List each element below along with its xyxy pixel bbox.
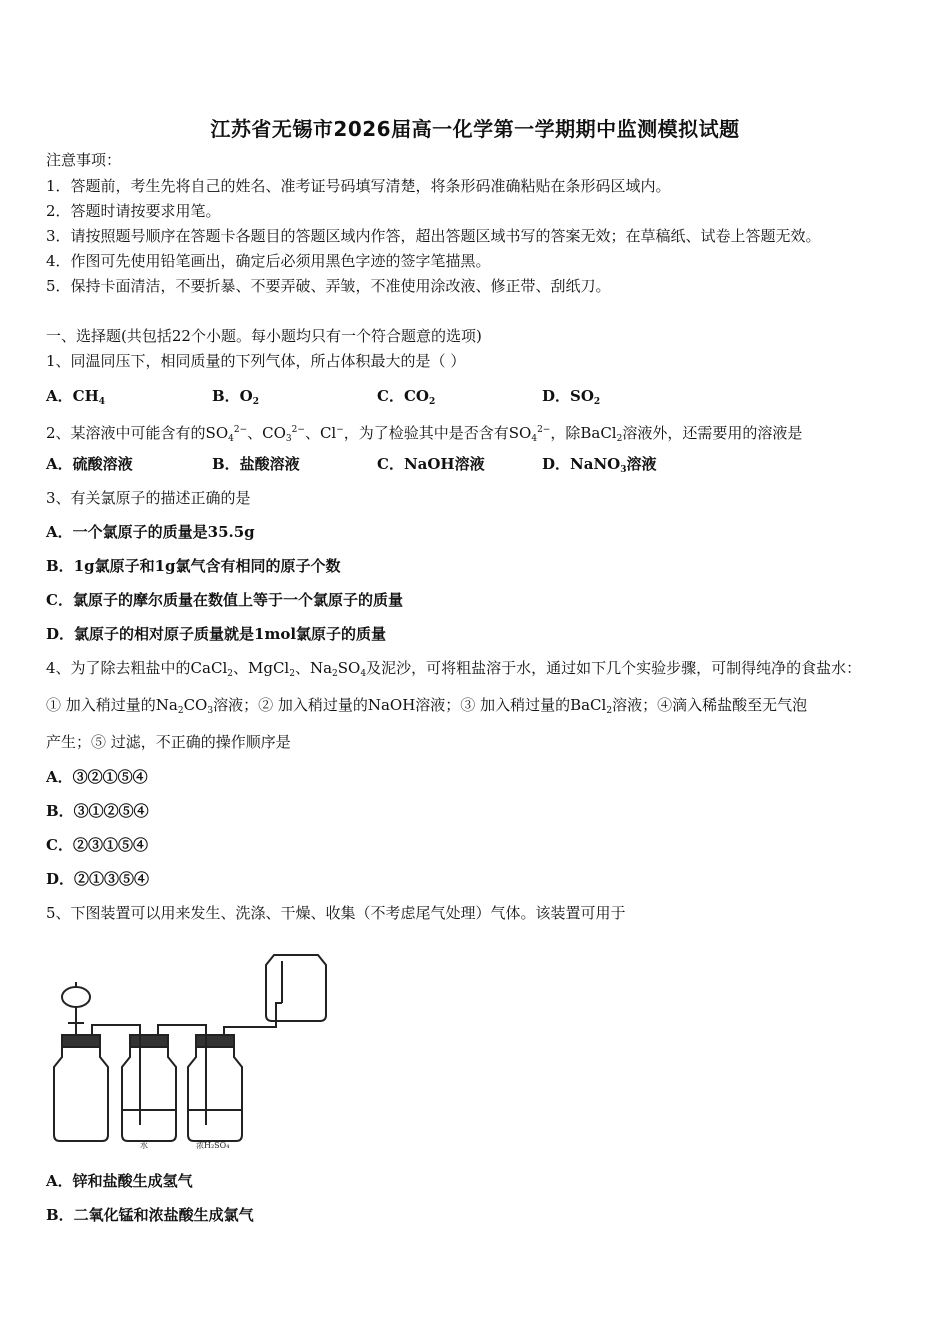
q5-stem: 5、下图装置可以用来发生、洗涤、干燥、收集（不考虑尾气处理）气体。该装置可用于 (46, 904, 626, 922)
tube-3-collector (224, 1003, 282, 1035)
q2-option-c: C．NaOH溶液 (377, 455, 485, 473)
q3-option-d: D．氯原子的相对原子质量就是1mol氯原子的质量 (46, 625, 387, 643)
notice-item-3: 3．请按照题号顺序在答题卡各题目的答题区域内作答，超出答题区域书写的答案无效；在草稿纸、试卷上答题无效。 (46, 227, 821, 245)
q3-stem: 3、有关氯原子的描述正确的是 (46, 489, 251, 507)
bottle-1-stopper (62, 1035, 100, 1047)
exam-title: 江苏省无锡市2026届高一化学第一学期期中监测模拟试题 (210, 117, 740, 141)
drying-bottle (188, 1041, 242, 1141)
notice-item-1: 1．答题前，考生先将自己的姓名、准考证号码填写清楚，将条形码准确粘贴在条形码区域内。 (46, 177, 671, 195)
notice-item-2: 2．答题时请按要求用笔。 (46, 202, 221, 220)
q3-option-a: A．一个氯原子的质量是35.5g (46, 523, 255, 541)
q4-stem-line-2: ① 加入稍过量的$Na_2CO_3$溶液；② 加入稍过量的NaOH溶液；③ 加入稍过量的BaCl$_2$溶液；④滴入稀盐酸至无气泡 (46, 696, 808, 716)
notice-item-5: 5．保持卡面清洁，不要折暴、不要弄破、弄皱，不准使用涂改液、修正带、刮纸刀。 (46, 277, 611, 295)
q4-stem-line-3: 产生；⑤ 过滤，不正确的操作顺序是 (46, 733, 291, 751)
funnel-bulb (62, 987, 90, 1007)
notice-item-4: 4．作图可先使用铅笔画出，确定后必须用黑色字迹的签字笔描黑。 (46, 252, 491, 270)
q1-stem: 1、同温同压下，相同质量的下列气体，所占体积最大的是（ ） (46, 352, 466, 370)
q3-option-c: C．氯原子的摩尔质量在数值上等于一个氯原子的质量 (46, 591, 403, 609)
q2-option-d: D．NaNO$_3$溶液 (542, 455, 657, 475)
q4-stem-line-1: 4、为了除去粗盐中的CaCl$_2$、MgCl$_2$、$Na_2SO_4$及泥沙，可将粗盐溶于水，通过如下几个实验步骤，可制得纯净的食盐水： (46, 659, 862, 679)
q1-option-b: B．$O_2$ (212, 387, 260, 407)
gas-apparatus-figure (46, 945, 336, 1150)
notice-heading: 注意事项： (46, 151, 122, 169)
q4-option-d: D．②①③⑤④ (46, 870, 150, 888)
q3-option-b: B．1g氯原子和1g氯气含有相同的原子个数 (46, 557, 341, 575)
q1-option-a: A．$CH_4$ (46, 387, 106, 407)
q4-option-a: A．③②①⑤④ (46, 768, 148, 786)
q5-option-b: B．二氧化锰和浓盐酸生成氯气 (46, 1206, 254, 1224)
label-water: 水 (140, 1141, 148, 1150)
q1-option-d: D．$SO_2$ (542, 387, 601, 407)
q2-option-b: B．盐酸溶液 (212, 455, 300, 473)
label-sulfuric-acid: 浓H₂SO₄ (196, 1141, 230, 1150)
section-heading: 一、选择题(共包括22个小题。每小题均只有一个符合题意的选项) (46, 327, 482, 345)
q4-option-b: B．③①②⑤④ (46, 802, 149, 820)
q1-option-c: C．$CO_2$ (377, 387, 436, 407)
bottle-3-stopper (196, 1035, 234, 1047)
q4-option-c: C．②③①⑤④ (46, 836, 148, 854)
wash-bottle (122, 1041, 176, 1141)
generator-bottle (54, 1041, 108, 1141)
q2-option-a: A．硫酸溶液 (46, 455, 133, 473)
q2-stem: 2、某溶液中可能含有的$SO_4^{2-}$、$CO_3^{2-}$、Cl−，为了检验其中是否含有$SO_4^{2-}$，除BaCl$_2$溶液外，还需要用的溶液是 (46, 424, 803, 444)
q5-option-a: A．锌和盐酸生成氢气 (46, 1172, 193, 1190)
bottle-2-stopper (130, 1035, 168, 1047)
